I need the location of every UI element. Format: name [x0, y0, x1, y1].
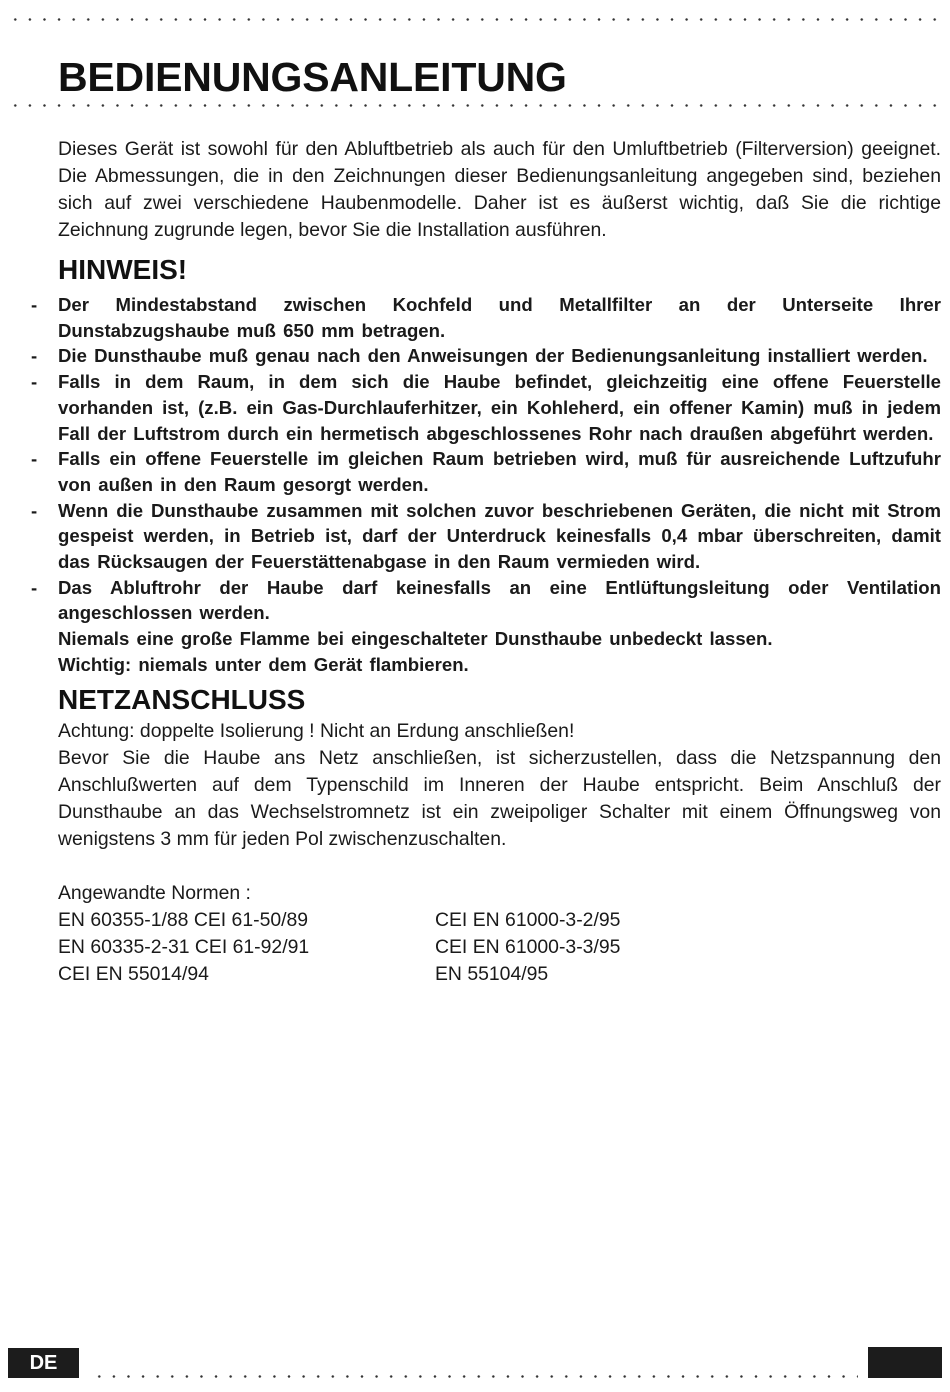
standards-label: Angewandte Normen :: [58, 881, 251, 904]
footer-dotted-rule: [92, 1375, 858, 1378]
insulation-warning: Achtung: doppelte Isolierung ! Nicht an Erdung anschließen!: [58, 719, 575, 742]
standards-table: [58, 907, 941, 988]
standard-entry: EN 60335-2-31 CEI 61-92/91: [58, 935, 310, 958]
list-item: - Falls ein offene Feuerstelle im gleichen Raum betrieben wird, muß für ausreichende Luftzufuhr von außen in den Raum gesorgt werden.: [31, 448, 941, 495]
list-item: - Der Mindestabstand zwischen Kochfeld und Metallfilter an der Unterseite Ihrer Dunstabzugshaube muß 650 mm betragen.: [31, 294, 941, 341]
standard-entry: CEI EN 61000-3-3/95: [435, 935, 621, 958]
language-badge: DE: [8, 1348, 79, 1378]
top-dotted-rule: [8, 18, 942, 21]
page-number-box: [868, 1347, 942, 1378]
standard-entry: CEI EN 61000-3-2/95: [435, 908, 621, 931]
list-item: - Falls in dem Raum, in dem sich die Haube befindet, gleichzeitig eine offene Feuerstelle vorhanden ist, (z.B. ein Gas-Durchlauferhitzer, ein Kohleherd, ein offener Kamin) muß in jedem Fall der Luftstrom durch ein hermetisch abgeschlossenes Rohr nach draußen abgeführt werden.: [31, 371, 941, 444]
hinweis-list: [31, 292, 941, 626]
list-item: - Wenn die Dunsthaube zusammen mit solchen zuvor beschriebenen Geräten, die nicht mit Strom gespeist werden, in Betrieb ist, darf der Unterdruck keinesfalls 0,4 mbar überschreiten, damit das Rücksaugen der Feuerstättenabgase in den Raum vermieden wird.: [31, 499, 941, 573]
title-dotted-rule: [8, 104, 942, 107]
connection-paragraph: Bevor Sie die Haube ans Netz anschließen, ist sicherzustellen, dass die Netzspannung den Anschlußwerten auf dem Typenschild im Inneren der Haube entspricht. Beim Anschluß der Dunsthaube an das Wechselstromnetz ist ein zweipoliger Schalter mit einem Öffnungsweg von wenigstens 3 mm für jeden Pol zwischenzuschalten.: [58, 746, 941, 850]
standard-entry: EN 55104/95: [435, 962, 549, 985]
intro-paragraph: Dieses Gerät ist sowohl für den Abluftbetrieb als auch für den Umluftbetrieb (Filterversion) geeignet. Die Abmessungen, die in den Zeichnungen dieser Bedienungsanleitung angegeben sind, beziehen sich auf zwei verschiedene Haubenmodelle. Daher ist es äußerst wichtig, daß Sie die richtige Zeichnung zugrunde legen, bevor Sie die Installation ausführen.: [58, 138, 941, 241]
flame-note: Niemals eine große Flamme bei eingeschalteter Dunsthaube unbedeckt lassen.: [58, 628, 773, 650]
standard-entry: EN 60355-1/88 CEI 61-50/89: [58, 908, 309, 931]
hinweis-heading: HINWEIS!: [58, 254, 188, 285]
main-content: [31, 136, 941, 988]
standard-entry: CEI EN 55014/94: [58, 962, 209, 985]
page-title: BEDIENUNGSANLEITUNG: [58, 54, 567, 100]
list-item: - Die Dunsthaube muß genau nach den Anweisungen der Bedienungsanleitung installiert werden.: [31, 345, 928, 367]
flambe-note: Wichtig: niemals unter dem Gerät flambieren.: [58, 653, 469, 675]
list-item: - Das Abluftrohr der Haube darf keinesfalls an eine Entlüftungsleitung oder Ventilation angeschlossen werden.: [31, 576, 941, 624]
netzanschluss-heading: NETZANSCHLUSS: [58, 683, 306, 715]
